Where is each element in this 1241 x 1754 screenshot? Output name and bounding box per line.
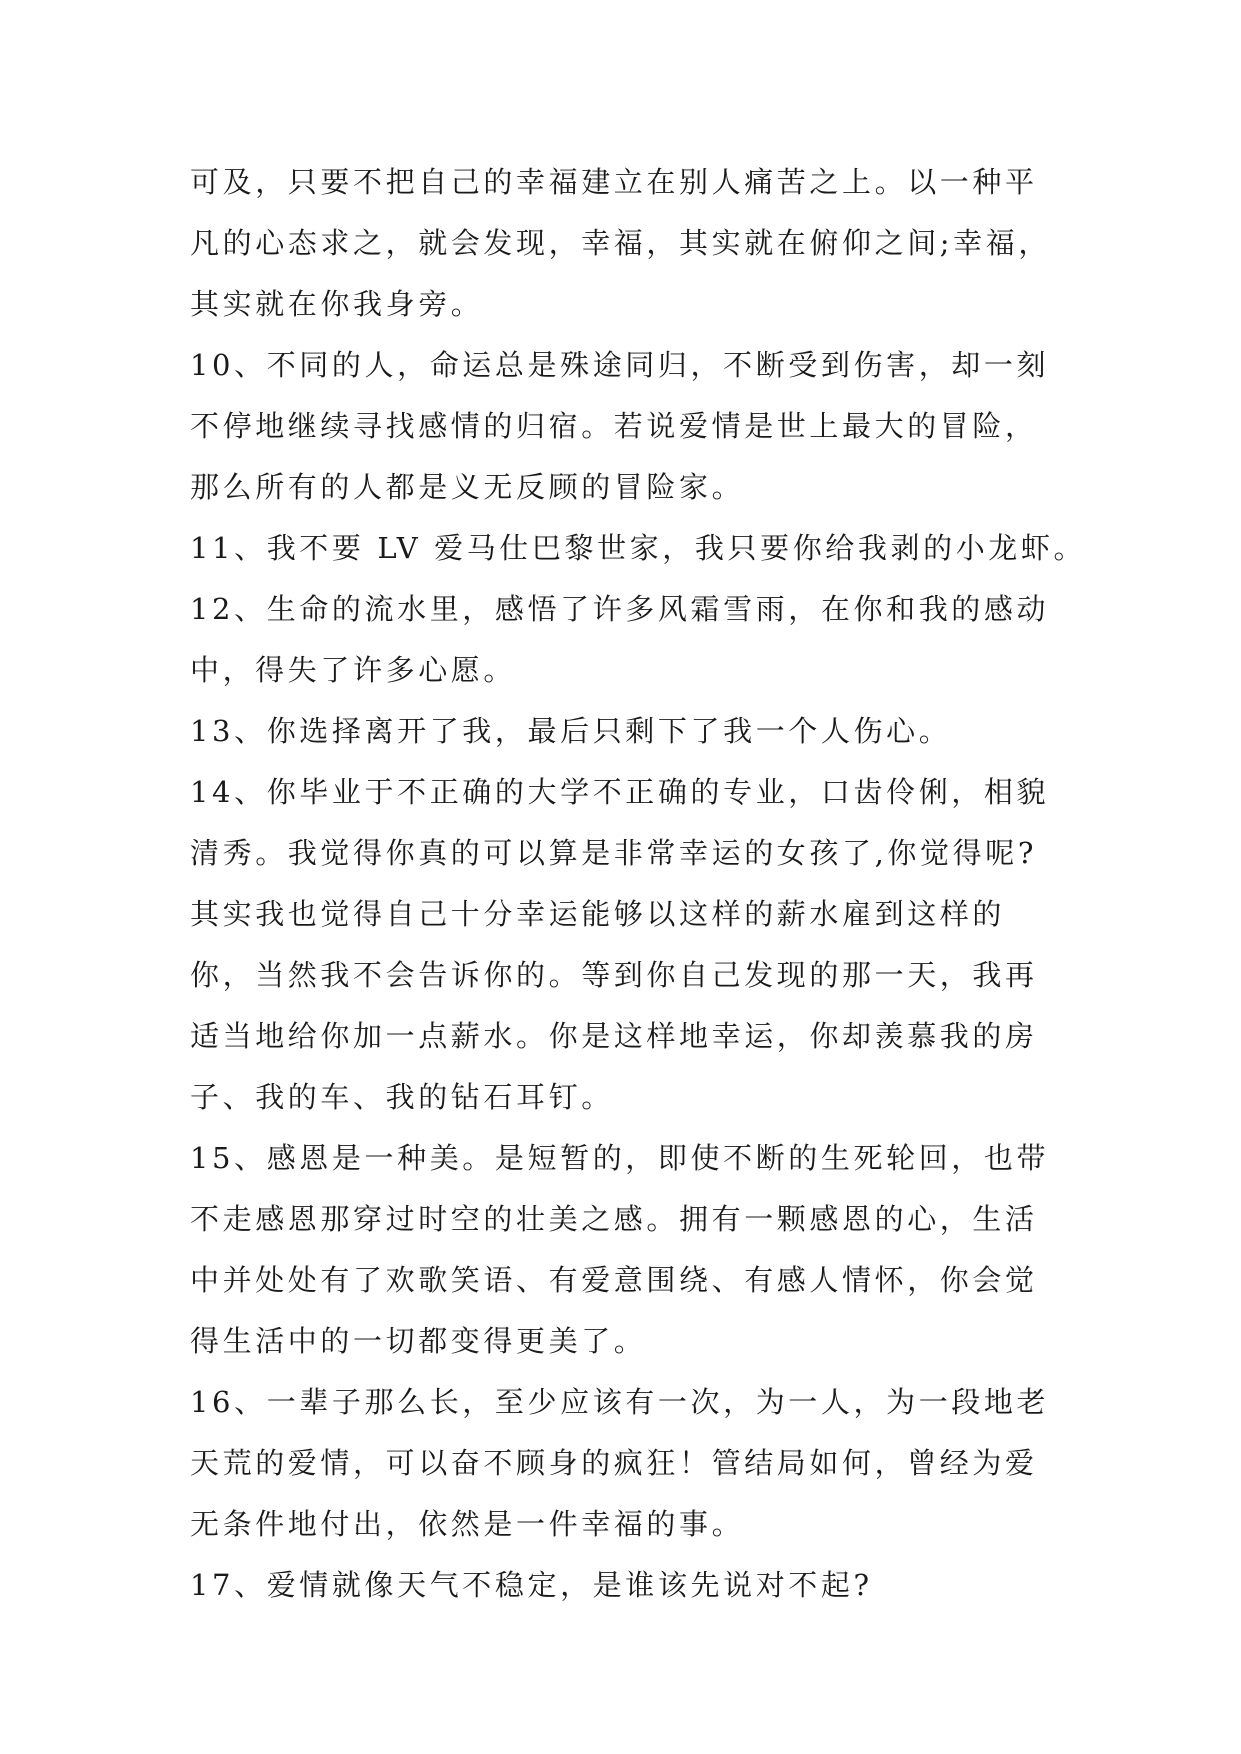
text-line: 清秀。我觉得你真的可以算是非常幸运的女孩了,你觉得呢? <box>190 836 1037 870</box>
text-line: 14、你毕业于不正确的大学不正确的专业，口齿伶俐，相貌 <box>190 775 1050 809</box>
text-line: 中并处处有了欢歌笑语、有爱意围绕、有感人情怀，你会觉 <box>190 1263 1038 1297</box>
text-line: 不走感恩那穿过时空的壮美之感。拥有一颗感恩的心，生活 <box>190 1202 1038 1236</box>
text-line: 无条件地付出，依然是一件幸福的事。 <box>190 1507 745 1541</box>
text-line: 16、一辈子那么长，至少应该有一次，为一人，为一段地老 <box>190 1385 1050 1419</box>
text-line: 天荒的爱情，可以奋不顾身的疯狂！管结局如何，曾经为爱 <box>190 1446 1038 1480</box>
text-line: 得生活中的一切都变得更美了。 <box>190 1324 647 1358</box>
text-line: 11、我不要 LV 爱马仕巴黎世家，我只要你给我剥的小龙虾。 <box>190 531 1087 565</box>
document-body <box>190 152 1090 1616</box>
text-line: 15、感恩是一种美。是短暂的，即使不断的生死轮回，也带 <box>190 1141 1050 1175</box>
text-line: 不停地继续寻找感情的归宿。若说爱情是世上最大的冒险， <box>190 409 1038 443</box>
text-line: 那么所有的人都是义无反顾的冒险家。 <box>190 470 745 504</box>
text-line: 可及，只要不把自己的幸福建立在别人痛苦之上。以一种平 <box>190 165 1038 199</box>
text-line: 其实我也觉得自己十分幸运能够以这样的薪水雇到这样的 <box>190 897 1006 931</box>
text-line: 12、生命的流水里，感悟了许多风霜雪雨，在你和我的感动 <box>190 592 1050 626</box>
text-line: 17、爱情就像天气不稳定，是谁该先说对不起? <box>190 1568 873 1602</box>
text-line: 13、你选择离开了我，最后只剩下了我一个人伤心。 <box>190 714 952 748</box>
text-line: 凡的心态求之，就会发现，幸福，其实就在俯仰之间;幸福， <box>190 226 1051 260</box>
text-line: 其实就在你我身旁。 <box>190 287 484 321</box>
text-line: 适当地给你加一点薪水。你是这样地幸运，你却羡慕我的房 <box>190 1019 1038 1053</box>
text-line: 10、不同的人，命运总是殊途同归，不断受到伤害，却一刻 <box>190 348 1050 382</box>
text-line: 中，得失了许多心愿。 <box>190 653 517 687</box>
text-line: 你，当然我不会告诉你的。等到你自己发现的那一天，我再 <box>190 958 1038 992</box>
text-line: 子、我的车、我的钻石耳钉。 <box>190 1080 614 1114</box>
